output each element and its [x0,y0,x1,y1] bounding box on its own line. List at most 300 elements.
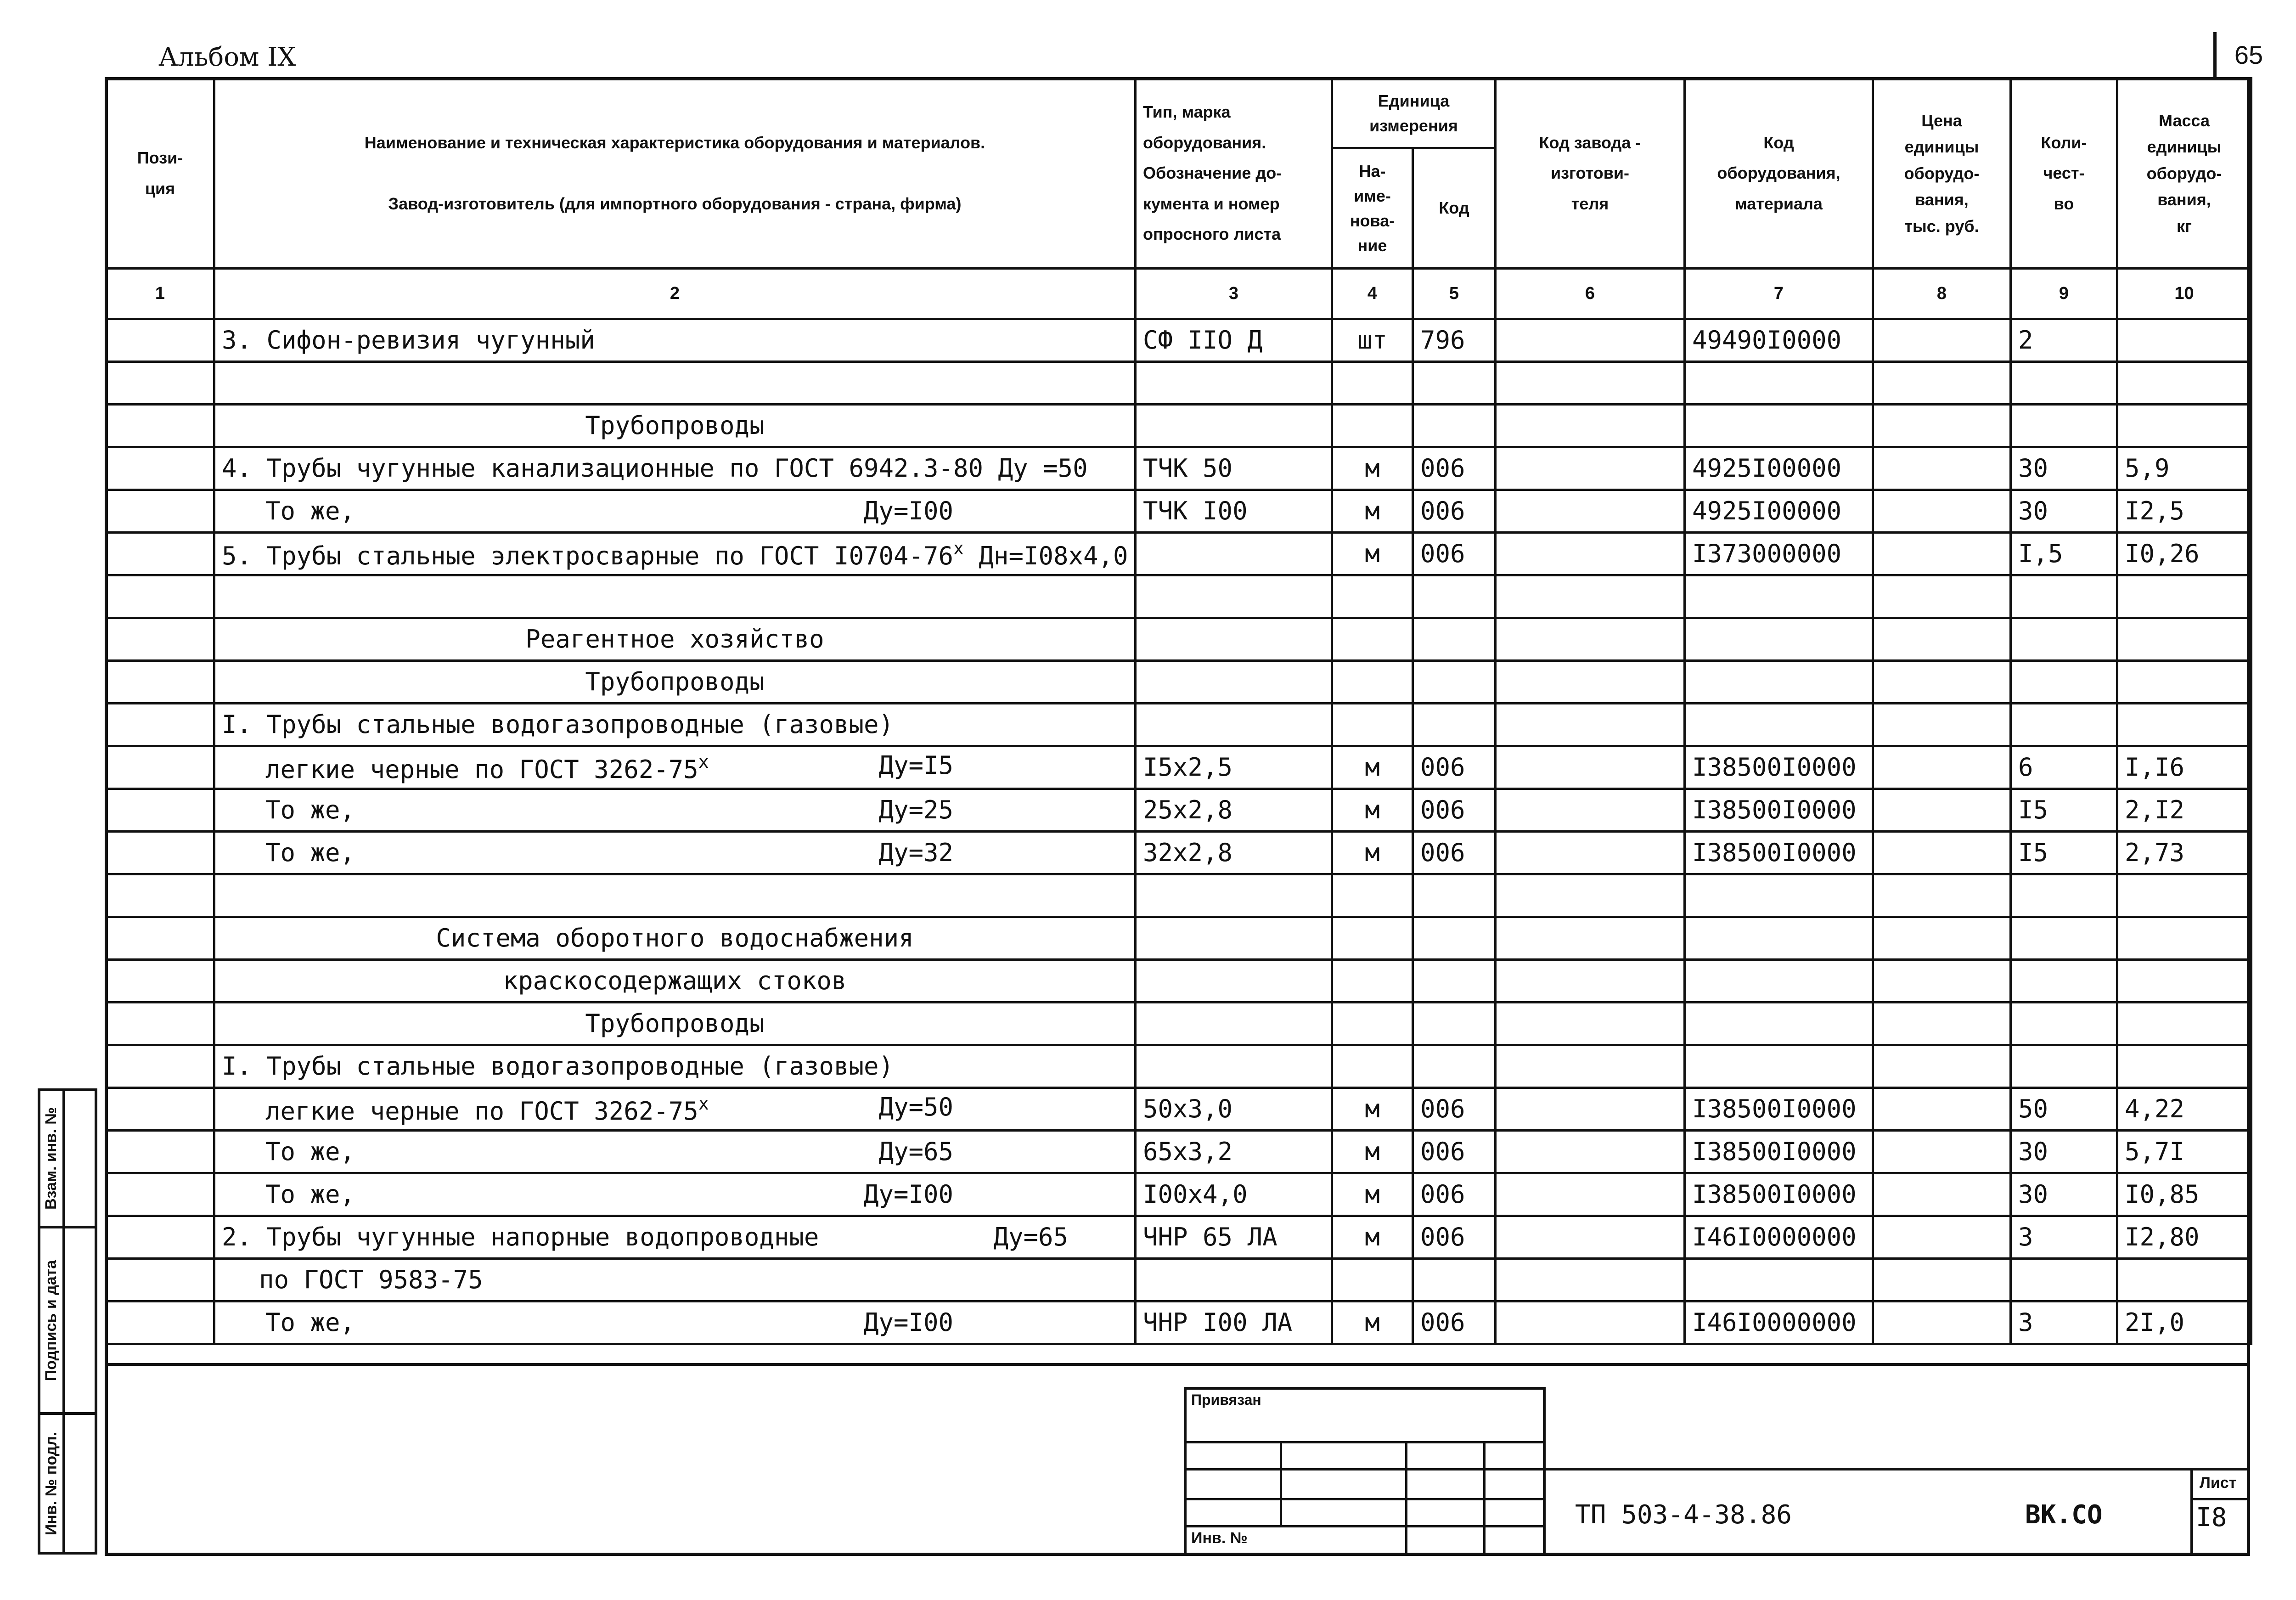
name-cell [214,1131,1136,1173]
unit-code-cell [1413,618,1496,661]
header-position: Пози- ция [106,79,214,269]
material-code-cell: I38500I0000 [1685,832,1873,874]
unit-name-cell: м [1332,789,1413,832]
table-row [106,874,2251,917]
name-text: То же, [265,1137,355,1166]
section-heading: Трубопроводы [585,1009,765,1038]
position-cell [106,447,214,490]
position-cell [106,832,214,874]
name-cell [214,618,1136,661]
position-cell [106,874,214,917]
binding-line [1405,1441,1407,1555]
nominal-diameter: Ду=50 [878,1092,953,1121]
type-cell [1136,618,1332,661]
name-text: То же, [265,795,355,824]
table-row [106,1259,2251,1301]
type-cell [1136,704,1332,746]
column-number: 8 [1873,269,2011,319]
title-line [2190,1498,2250,1500]
price-cell [1873,704,2011,746]
header-type: Тип, марка оборудования. Обозначение до- кумента и номер опросного листа [1136,79,1332,269]
material-code-cell [1685,362,1873,405]
privyazan-label: Привязан [1191,1392,1261,1408]
factory-code-cell [1496,618,1685,661]
unit-name-cell: м [1332,746,1413,789]
material-code-cell [1685,1003,1873,1045]
header-unit-name: На- име- нова- ние [1332,148,1413,269]
material-code-cell [1685,704,1873,746]
sheet-number: I8 [2196,1503,2227,1532]
unit-code-cell [1413,960,1496,1003]
stamp-signature-date: Подпись и дата [38,1226,97,1415]
binding-line [1184,1468,1546,1470]
section-heading: Трубопроводы [585,411,765,440]
type-cell: I5х2,5 [1136,746,1332,789]
table-row [106,618,2251,661]
type-cell [1136,1259,1332,1301]
unit-code-cell: 006 [1413,832,1496,874]
table-row [106,1131,2251,1173]
unit-code-cell [1413,1045,1496,1088]
position-cell [106,362,214,405]
factory-code-cell [1496,447,1685,490]
quantity-cell [2011,362,2117,405]
mass-cell: 5,9 [2117,447,2251,490]
unit-name-cell: м [1332,1301,1413,1344]
specification-table [105,77,2252,1345]
header-unit: Единица измерения [1332,79,1496,148]
unit-name-cell [1332,1259,1413,1301]
name-cell: I. Трубы стальные водогазопроводные (газовые) [214,1045,1136,1088]
price-cell [1873,1045,2011,1088]
type-cell: ТЧК 50 [1136,447,1332,490]
name-cell [214,575,1136,618]
mass-cell: 2,73 [2117,832,2251,874]
quantity-cell: 30 [2011,1131,2117,1173]
table-row [106,917,2251,960]
factory-code-cell [1496,1216,1685,1259]
unit-name-cell: шт [1332,319,1413,362]
quantity-cell [2011,575,2117,618]
superscript: х [698,1093,709,1114]
mass-cell [2117,319,2251,362]
material-code-cell: I46I0000000 [1685,1216,1873,1259]
price-cell [1873,789,2011,832]
nominal-diameter: Ду=I00 [863,496,953,525]
factory-code-cell [1496,1173,1685,1216]
material-code-cell: 49490I0000 [1685,319,1873,362]
type-cell [1136,405,1332,447]
price-cell [1873,405,2011,447]
header-mass: Масса единицы оборудо- вания, кг [2117,79,2251,269]
material-code-cell: I373000000 [1685,533,1873,575]
section-heading: Система оборотного водоснабжения [436,924,914,952]
column-number: 2 [214,269,1136,319]
type-cell [1136,1045,1332,1088]
mass-cell [2117,1045,2251,1088]
table-row [106,1088,2251,1131]
column-number: 3 [1136,269,1332,319]
unit-name-cell: м [1332,490,1413,533]
position-cell [106,1259,214,1301]
name-cell [214,1301,1136,1344]
mass-cell: I2,80 [2117,1216,2251,1259]
material-code-cell [1685,575,1873,618]
type-cell: 25х2,8 [1136,789,1332,832]
factory-code-cell [1496,874,1685,917]
price-cell [1873,362,2011,405]
mass-cell: 4,22 [2117,1088,2251,1131]
position-cell [106,661,214,704]
type-cell [1136,917,1332,960]
factory-code-cell [1496,1088,1685,1131]
header-unit-code: Код [1413,148,1496,269]
position-cell [106,618,214,661]
table-row [106,832,2251,874]
mass-cell: I,I6 [2117,746,2251,789]
table-row [106,490,2251,533]
position-cell [106,575,214,618]
factory-code-cell [1496,832,1685,874]
price-cell [1873,1131,2011,1173]
position-cell [106,917,214,960]
nominal-diameter: Ду=I00 [863,1180,953,1209]
quantity-cell: I5 [2011,832,2117,874]
name-cell [214,789,1136,832]
quantity-cell [2011,917,2117,960]
quantity-cell [2011,1259,2117,1301]
section-heading: Трубопроводы [585,667,765,696]
name-cell [214,1216,1136,1259]
material-code-cell: I38500I0000 [1685,1173,1873,1216]
table-row [106,575,2251,618]
quantity-cell: 3 [2011,1301,2117,1344]
name-text: Дн=I08х4,0 [963,541,1128,570]
name-cell [214,1003,1136,1045]
factory-code-cell [1496,362,1685,405]
position-cell [106,1088,214,1131]
table-row [106,405,2251,447]
position-cell [106,1173,214,1216]
table-row [106,1216,2251,1259]
mass-cell: 2,I2 [2117,789,2251,832]
title-line [1543,1468,2250,1470]
superscript: х [698,751,709,772]
material-code-cell: I38500I0000 [1685,746,1873,789]
name-cell: 4. Трубы чугунные канализационные по ГОСТ 6942.3-80 Ду =50 [214,447,1136,490]
unit-code-cell [1413,405,1496,447]
position-cell [106,490,214,533]
name-text: 2. Трубы чугунные напорные водопроводные [222,1223,819,1251]
position-cell [106,1045,214,1088]
price-cell [1873,917,2011,960]
name-cell [214,960,1136,1003]
column-number: 5 [1413,269,1496,319]
position-cell [106,960,214,1003]
quantity-cell [2011,1045,2117,1088]
material-code-cell [1685,1045,1873,1088]
mass-cell [2117,618,2251,661]
quantity-cell [2011,874,2117,917]
nominal-diameter: Ду=32 [878,838,953,867]
mass-cell [2117,362,2251,405]
binding-line [1184,1525,1546,1527]
quantity-cell [2011,704,2117,746]
type-cell: I00х4,0 [1136,1173,1332,1216]
material-code-cell [1685,405,1873,447]
name-cell: I. Трубы стальные водогазопроводные (газовые) [214,704,1136,746]
factory-code-cell [1496,1045,1685,1088]
unit-code-cell: 006 [1413,746,1496,789]
binding-line [1184,1441,1546,1443]
factory-code-cell [1496,917,1685,960]
name-cell [214,1173,1136,1216]
unit-code-cell: 006 [1413,490,1496,533]
mass-cell: 5,7I [2117,1131,2251,1173]
material-code-cell [1685,661,1873,704]
quantity-cell: 30 [2011,447,2117,490]
mass-cell [2117,575,2251,618]
unit-code-cell [1413,704,1496,746]
material-code-cell: I38500I0000 [1685,1131,1873,1173]
price-cell [1873,490,2011,533]
material-code-cell [1685,917,1873,960]
unit-name-cell [1332,1045,1413,1088]
material-code-cell [1685,960,1873,1003]
header-material-code: Код оборудования, материала [1685,79,1873,269]
position-cell [106,746,214,789]
binding-line [1483,1441,1486,1555]
unit-code-cell: 006 [1413,1088,1496,1131]
factory-code-cell [1496,960,1685,1003]
position-cell [106,1003,214,1045]
table-row [106,746,2251,789]
unit-name-cell: м [1332,533,1413,575]
price-cell [1873,832,2011,874]
title-block-separator [105,1363,2250,1366]
factory-code-cell [1496,789,1685,832]
document-code: ТП 503-4-38.86 [1575,1500,1792,1530]
position-cell [106,789,214,832]
inv-no-label: Инв. № [1191,1529,1248,1547]
price-cell [1873,1003,2011,1045]
name-cell [214,832,1136,874]
name-cell [214,1088,1136,1131]
unit-name-cell: м [1332,447,1413,490]
type-cell [1136,874,1332,917]
nominal-diameter: Ду=65 [878,1137,953,1166]
type-cell: 32х2,8 [1136,832,1332,874]
mass-cell [2117,874,2251,917]
unit-code-cell [1413,917,1496,960]
unit-name-cell [1332,405,1413,447]
material-code-cell: I38500I0000 [1685,789,1873,832]
quantity-cell [2011,1003,2117,1045]
factory-code-cell [1496,704,1685,746]
material-code-cell [1685,1259,1873,1301]
quantity-cell: I5 [2011,789,2117,832]
name-text: 5. Трубы стальные электросварные по ГОСТ I0704-76 [222,541,954,570]
name-cell [214,362,1136,405]
unit-name-cell [1332,362,1413,405]
name-text: х [953,538,964,558]
name-text: легкие черные по ГОСТ 3262-75 [265,1096,698,1126]
unit-name-cell: м [1332,1173,1413,1216]
unit-name-cell [1332,1003,1413,1045]
material-code-cell: 4925I00000 [1685,490,1873,533]
mass-cell [2117,960,2251,1003]
mass-cell [2117,917,2251,960]
column-number: 1 [106,269,214,319]
unit-name-cell: м [1332,1216,1413,1259]
unit-name-cell [1332,618,1413,661]
unit-code-cell [1413,661,1496,704]
table-row [106,533,2251,575]
position-cell [106,533,214,575]
material-code-cell: 4925I00000 [1685,447,1873,490]
unit-code-cell [1413,575,1496,618]
name-cell: 3. Сифон-ревизия чугунный [214,319,1136,362]
unit-code-cell [1413,362,1496,405]
factory-code-cell [1496,1131,1685,1173]
price-cell [1873,1173,2011,1216]
quantity-cell: I,5 [2011,533,2117,575]
quantity-cell: 3 [2011,1216,2117,1259]
type-cell [1136,575,1332,618]
position-cell [106,1301,214,1344]
header-name: Наименование и техническая характеристика оборудования и материалов. Завод-изготовитель (для импортного оборудования - страна, фирма) [214,79,1136,269]
material-code-cell: I46I0000000 [1685,1301,1873,1344]
name-cell [214,533,1136,575]
table-row [106,960,2251,1003]
table-row [106,447,2251,490]
type-cell: СФ IIO Д [1136,319,1332,362]
position-cell [106,704,214,746]
name-cell [214,746,1136,789]
mass-cell: I0,26 [2117,533,2251,575]
table-row [106,789,2251,832]
unit-code-cell: 006 [1413,789,1496,832]
unit-code-cell [1413,1259,1496,1301]
name-text: То же, [265,1180,355,1209]
unit-name-cell [1332,960,1413,1003]
header-price: Цена единицы оборудо- вания, тыс. руб. [1873,79,2011,269]
type-cell [1136,362,1332,405]
table-row [106,1045,2251,1088]
table-row [106,661,2251,704]
name-cell [214,490,1136,533]
nominal-diameter: Ду=I00 [863,1308,953,1337]
name-text: легкие черные по ГОСТ 3262-75 [265,755,698,784]
position-cell [106,319,214,362]
quantity-cell: 2 [2011,319,2117,362]
unit-name-cell: м [1332,1088,1413,1131]
factory-code-cell [1496,319,1685,362]
column-number: 6 [1496,269,1685,319]
stamp-original-inv: Инв. № подл. [38,1412,97,1555]
unit-code-cell: 006 [1413,1173,1496,1216]
position-cell [106,405,214,447]
mass-cell [2117,704,2251,746]
price-cell [1873,618,2011,661]
nominal-diameter: Ду=I5 [878,750,953,780]
price-cell [1873,746,2011,789]
table-row [106,1301,2251,1344]
price-cell [1873,319,2011,362]
table-row [106,319,2251,362]
type-cell: 50х3,0 [1136,1088,1332,1131]
sheet-label: Лист [2200,1474,2237,1492]
type-cell [1136,661,1332,704]
table-row [106,1173,2251,1216]
price-cell [1873,874,2011,917]
name-cell [214,874,1136,917]
unit-name-cell [1332,917,1413,960]
unit-code-cell [1413,874,1496,917]
price-cell [1873,533,2011,575]
name-cell [214,661,1136,704]
mass-cell [2117,1003,2251,1045]
name-text: То же, [265,838,355,867]
type-cell [1136,533,1332,575]
nominal-diameter: Ду=25 [878,795,953,824]
type-cell: ЧНР 65 ЛА [1136,1216,1332,1259]
price-cell [1873,1088,2011,1131]
mass-cell [2117,661,2251,704]
column-number: 10 [2117,269,2251,319]
quantity-cell: 6 [2011,746,2117,789]
page-number: 65 [2213,32,2281,78]
unit-code-cell: 006 [1413,1216,1496,1259]
position-cell [106,1216,214,1259]
unit-code-cell: 796 [1413,319,1496,362]
type-cell: 65х3,2 [1136,1131,1332,1173]
quantity-cell: 30 [2011,490,2117,533]
title-line [2190,1468,2193,1555]
price-cell [1873,1301,2011,1344]
factory-code-cell [1496,661,1685,704]
quantity-cell [2011,618,2117,661]
quantity-cell: 50 [2011,1088,2117,1131]
quantity-cell: 30 [2011,1173,2117,1216]
header-quantity: Коли- чест- во [2011,79,2117,269]
unit-name-cell: м [1332,1131,1413,1173]
factory-code-cell [1496,533,1685,575]
stamp-replacement-inv: Взам. инв. № [38,1088,97,1228]
price-cell [1873,1259,2011,1301]
name-cell [214,917,1136,960]
quantity-cell [2011,405,2117,447]
unit-name-cell: м [1332,832,1413,874]
material-code-cell: I38500I0000 [1685,1088,1873,1131]
price-cell [1873,661,2011,704]
material-code-cell [1685,874,1873,917]
header-factory-code: Код завода - изготови- теля [1496,79,1685,269]
unit-name-cell [1332,704,1413,746]
section-heading: краскосодержащих стоков [503,966,847,995]
table-row [106,362,2251,405]
unit-name-cell [1332,575,1413,618]
nominal-diameter: Ду=65 [993,1223,1068,1251]
mass-cell: I2,5 [2117,490,2251,533]
factory-code-cell [1496,746,1685,789]
factory-code-cell [1496,1259,1685,1301]
document-mark: ВК.СО [2025,1500,2103,1530]
position-cell [106,1131,214,1173]
column-number: 9 [2011,269,2117,319]
binding-line [1280,1441,1282,1527]
binding-line [1184,1498,1546,1500]
